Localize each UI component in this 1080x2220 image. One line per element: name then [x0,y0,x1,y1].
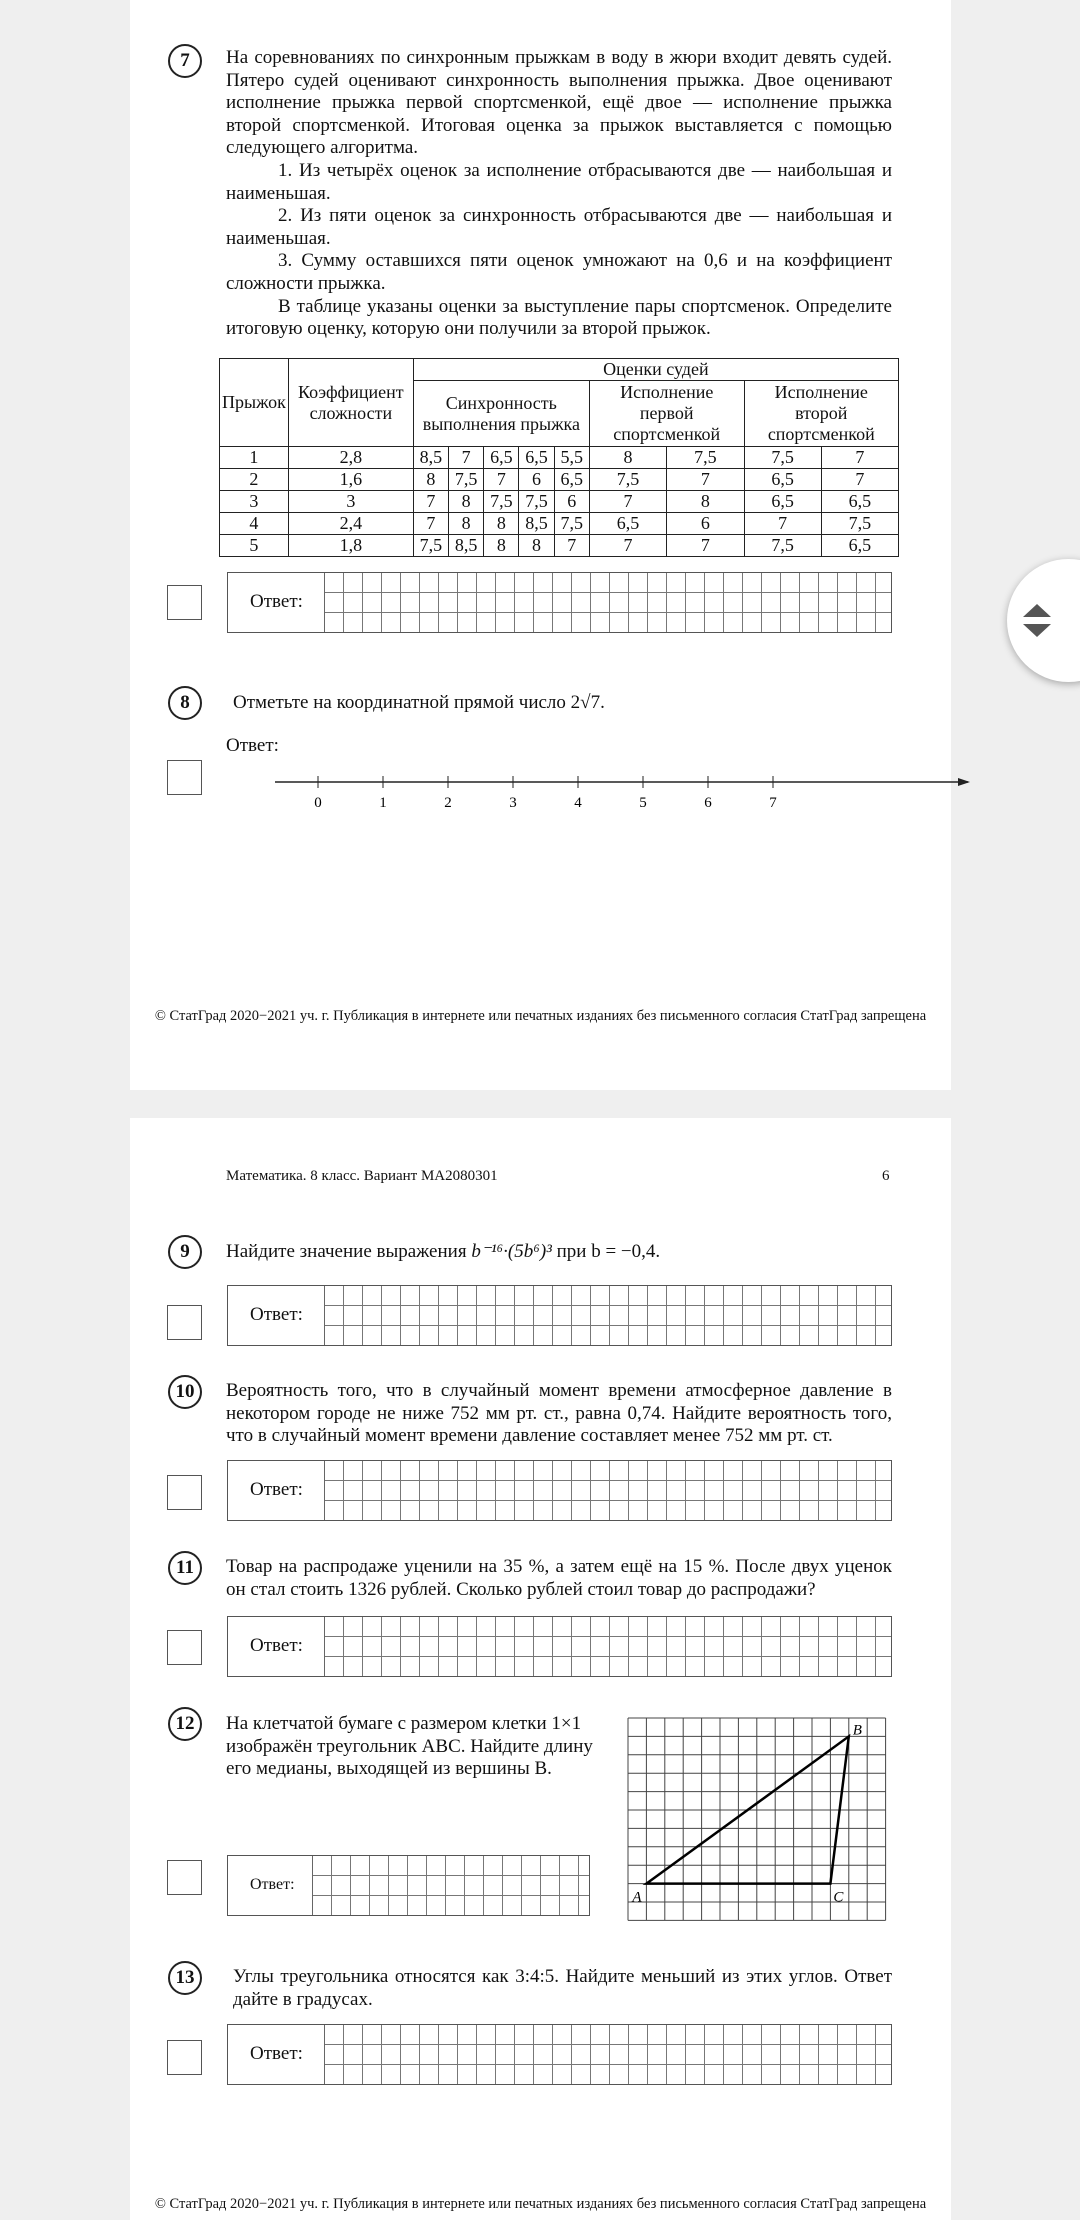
answer-grid[interactable] [324,573,891,632]
page-5 [130,0,951,1090]
table-cell: 8,5 [413,447,448,469]
th-jump: Прыжок [220,359,289,447]
table-cell: 6,5 [744,469,821,491]
answer-box-9[interactable] [227,1285,892,1346]
table-cell: 6,5 [821,535,898,557]
table-cell: 6,5 [821,491,898,513]
table-cell: 6 [554,491,589,513]
table-cell: 2,8 [288,447,413,469]
table-cell: 7 [589,535,666,557]
table-cell: 7,5 [744,447,821,469]
table-row [220,491,899,513]
answer-box-11[interactable] [227,1616,892,1677]
th-judges: Оценки судей [413,359,898,381]
table-cell: 8 [413,469,448,491]
q9-text: Найдите значение выражения [226,1241,472,1262]
answer-grid[interactable] [324,1617,891,1676]
table-cell: 8 [519,535,554,557]
table-cell: 7 [484,469,519,491]
q7-paragraph: В таблице указаны оценки за выступление пары спортсменок. Определите итоговую оценку, которую они получили за второй прыжок. [226,295,892,340]
table-cell: 7,5 [413,535,448,557]
question-7-text [226,47,892,341]
table-cell: 1 [220,447,289,469]
answer-label: Ответ: [250,1876,295,1893]
table-cell: 5 [220,535,289,557]
triangle-grid-figure [625,1715,890,1925]
page-6 [130,1118,951,2220]
tick-label: 0 [314,795,322,811]
answer-label: Ответ: [250,2043,303,2064]
table-cell: 6 [667,513,744,535]
question-number-11: 11 [168,1551,202,1585]
table-cell: 8 [589,447,666,469]
question-number-13: 13 [168,1961,202,1995]
tick-label: 7 [769,795,777,811]
table-cell: 3 [288,491,413,513]
th-first: Исполнение первой спортсменкой [589,381,744,447]
tick-label: 4 [574,795,582,811]
table-cell: 7 [667,535,744,557]
answer-checkbox-12[interactable] [167,1860,202,1895]
table-cell: 7 [667,469,744,491]
question-8-text: Отметьте на координатной прямой число 2√7. [233,692,605,713]
table-row [220,469,899,491]
q9-text: при b = −0,4. [551,1241,661,1262]
question-number-7: 7 [168,44,202,78]
table-cell: 6,5 [589,513,666,535]
question-number-10: 10 [168,1375,202,1409]
table-cell: 1,6 [288,469,413,491]
answer-grid[interactable] [324,2025,891,2084]
table-cell: 7,5 [484,491,519,513]
table-cell: 6,5 [554,469,589,491]
table-cell: 7,5 [744,535,821,557]
table-cell: 7 [821,447,898,469]
table-cell: 8 [484,513,519,535]
vertex-label-A: A [632,1889,642,1906]
answer-grid[interactable] [312,1856,589,1915]
table-row [220,447,899,469]
footer: © СтатГрад 2020−2021 уч. г. Публикация в интернете или печатных изданиях без письменного согласия СтатГрад запрещена [154,1008,927,1024]
table-cell: 6,5 [744,491,821,513]
table-cell: 7,5 [449,469,484,491]
answer-checkbox-13[interactable] [167,2040,202,2075]
q7-paragraph: На соревнованиях по синхронным прыжкам в воду в жюри входит девять судей. Пятеро судей оценивают синхронность выполнения прыжка. Двое оценивают исполнение прыжка первой спортсменкой, ещё двое — исполнение прыжка второй спортсменкой. Итоговая оценка за прыжок выставляется с помощью следующего алгоритма. [226,47,892,159]
table-cell: 2,4 [288,513,413,535]
answer-label: Ответ: [250,591,303,612]
footer: © СтатГрад 2020−2021 уч. г. Публикация в интернете или печатных изданиях без письменного согласия СтатГрад запрещена [154,2196,927,2212]
th-coef: Коэффициент сложности [288,359,413,447]
question-number-8: 8 [168,686,202,720]
answer-grid[interactable] [324,1286,891,1345]
answer-label: Ответ: [250,1479,303,1500]
question-12-text: На клетчатой бумаге с размером клетки 1×1 изображён треугольник ABC. Найдите длину его медианы, выходящей из вершины B. [226,1713,593,1780]
answer-checkbox-9[interactable] [167,1305,202,1340]
answer-label: Ответ: [250,1304,303,1325]
table-cell: 7 [589,491,666,513]
table-cell: 7 [554,535,589,557]
answer-label: Ответ: [226,735,279,756]
tick-label: 5 [639,795,647,811]
answer-label: Ответ: [250,1635,303,1656]
vertex-label-C: C [833,1889,844,1906]
answer-box-13[interactable] [227,2024,892,2085]
table-cell: 7 [744,513,821,535]
scores-table [219,358,899,557]
answer-checkbox-10[interactable] [167,1475,202,1510]
table-cell: 2 [220,469,289,491]
table-cell: 7,5 [554,513,589,535]
vertex-label-B: B [852,1722,862,1739]
number-line[interactable] [270,765,990,815]
question-13-text: Углы треугольника относятся как 3:4:5. Найдите меньший из этих углов. Ответ дайте в градусах. [233,1966,892,2010]
q7-paragraph: 2. Из пяти оценок за синхронность отбрасываются две — наибольшая и наименьшая. [226,205,892,249]
question-10-text: Вероятность того, что в случайный момент времени атмосферное давление в некотором городе не ниже 752 мм рт. ст., равна 0,74. Найдите вероятность того, что в случайный момент времени давление составляет менее 752 мм рт. ст. [226,1380,892,1447]
tick-label: 1 [379,795,387,811]
table-cell: 6 [519,469,554,491]
answer-checkbox-11[interactable] [167,1630,202,1665]
table-cell: 8 [449,513,484,535]
table-cell: 8,5 [519,513,554,535]
table-cell: 6,5 [484,447,519,469]
answer-box-12[interactable] [227,1855,590,1916]
table-cell: 7 [821,469,898,491]
arrow-up-icon [1023,604,1051,617]
table-cell: 8 [667,491,744,513]
table-cell: 1,8 [288,535,413,557]
table-cell: 7 [413,513,448,535]
tick-label: 6 [704,795,712,811]
table-cell: 7,5 [519,491,554,513]
table-cell: 8,5 [449,535,484,557]
question-number-12: 12 [168,1707,202,1741]
table-row [220,513,899,535]
table-cell: 7,5 [589,469,666,491]
table-cell: 4 [220,513,289,535]
q7-paragraph: 1. Из четырёх оценок за исполнение отбрасываются две — наибольшая и наименьшая. [226,159,892,204]
page-number: 6 [882,1168,890,1184]
answer-checkbox-8[interactable] [167,760,202,795]
arrow-icon [958,778,970,786]
arrow-down-icon [1023,624,1051,637]
answer-grid[interactable] [324,1461,891,1520]
table-cell: 6,5 [519,447,554,469]
scroll-button[interactable] [1007,559,1080,682]
q9-expression: b⁻¹⁶·(5b⁶)³ [471,1241,552,1262]
table-cell: 8 [484,535,519,557]
answer-checkbox-7[interactable] [167,585,202,620]
header-title: Математика. 8 класс. Вариант МА2080301 [226,1168,498,1184]
table-cell: 7 [413,491,448,513]
q7-paragraph: 3. Сумму оставшихся пяти оценок умножают на 0,6 и на коэффициент сложности прыжка. [226,250,892,294]
answer-box-10[interactable] [227,1460,892,1521]
tick-label: 2 [444,795,452,811]
question-9-text [226,1241,892,1264]
table-cell: 7,5 [667,447,744,469]
answer-box-7[interactable] [227,572,892,633]
table-cell: 8 [449,491,484,513]
th-second: Исполнение второй спортсменкой [744,381,898,447]
tick-label: 3 [509,795,517,811]
question-number-9: 9 [168,1235,202,1269]
table-row [220,535,899,557]
table-cell: 7,5 [821,513,898,535]
table-cell: 7 [449,447,484,469]
table-cell: 3 [220,491,289,513]
table-cell: 5,5 [554,447,589,469]
th-sync: Синхронность выполнения прыжка [413,381,589,447]
question-11-text: Товар на распродаже уценили на 35 %, а затем ещё на 15 %. После двух уценок он стал стоить 1326 рублей. Сколько рублей стоил товар до распродажи? [226,1556,892,1600]
